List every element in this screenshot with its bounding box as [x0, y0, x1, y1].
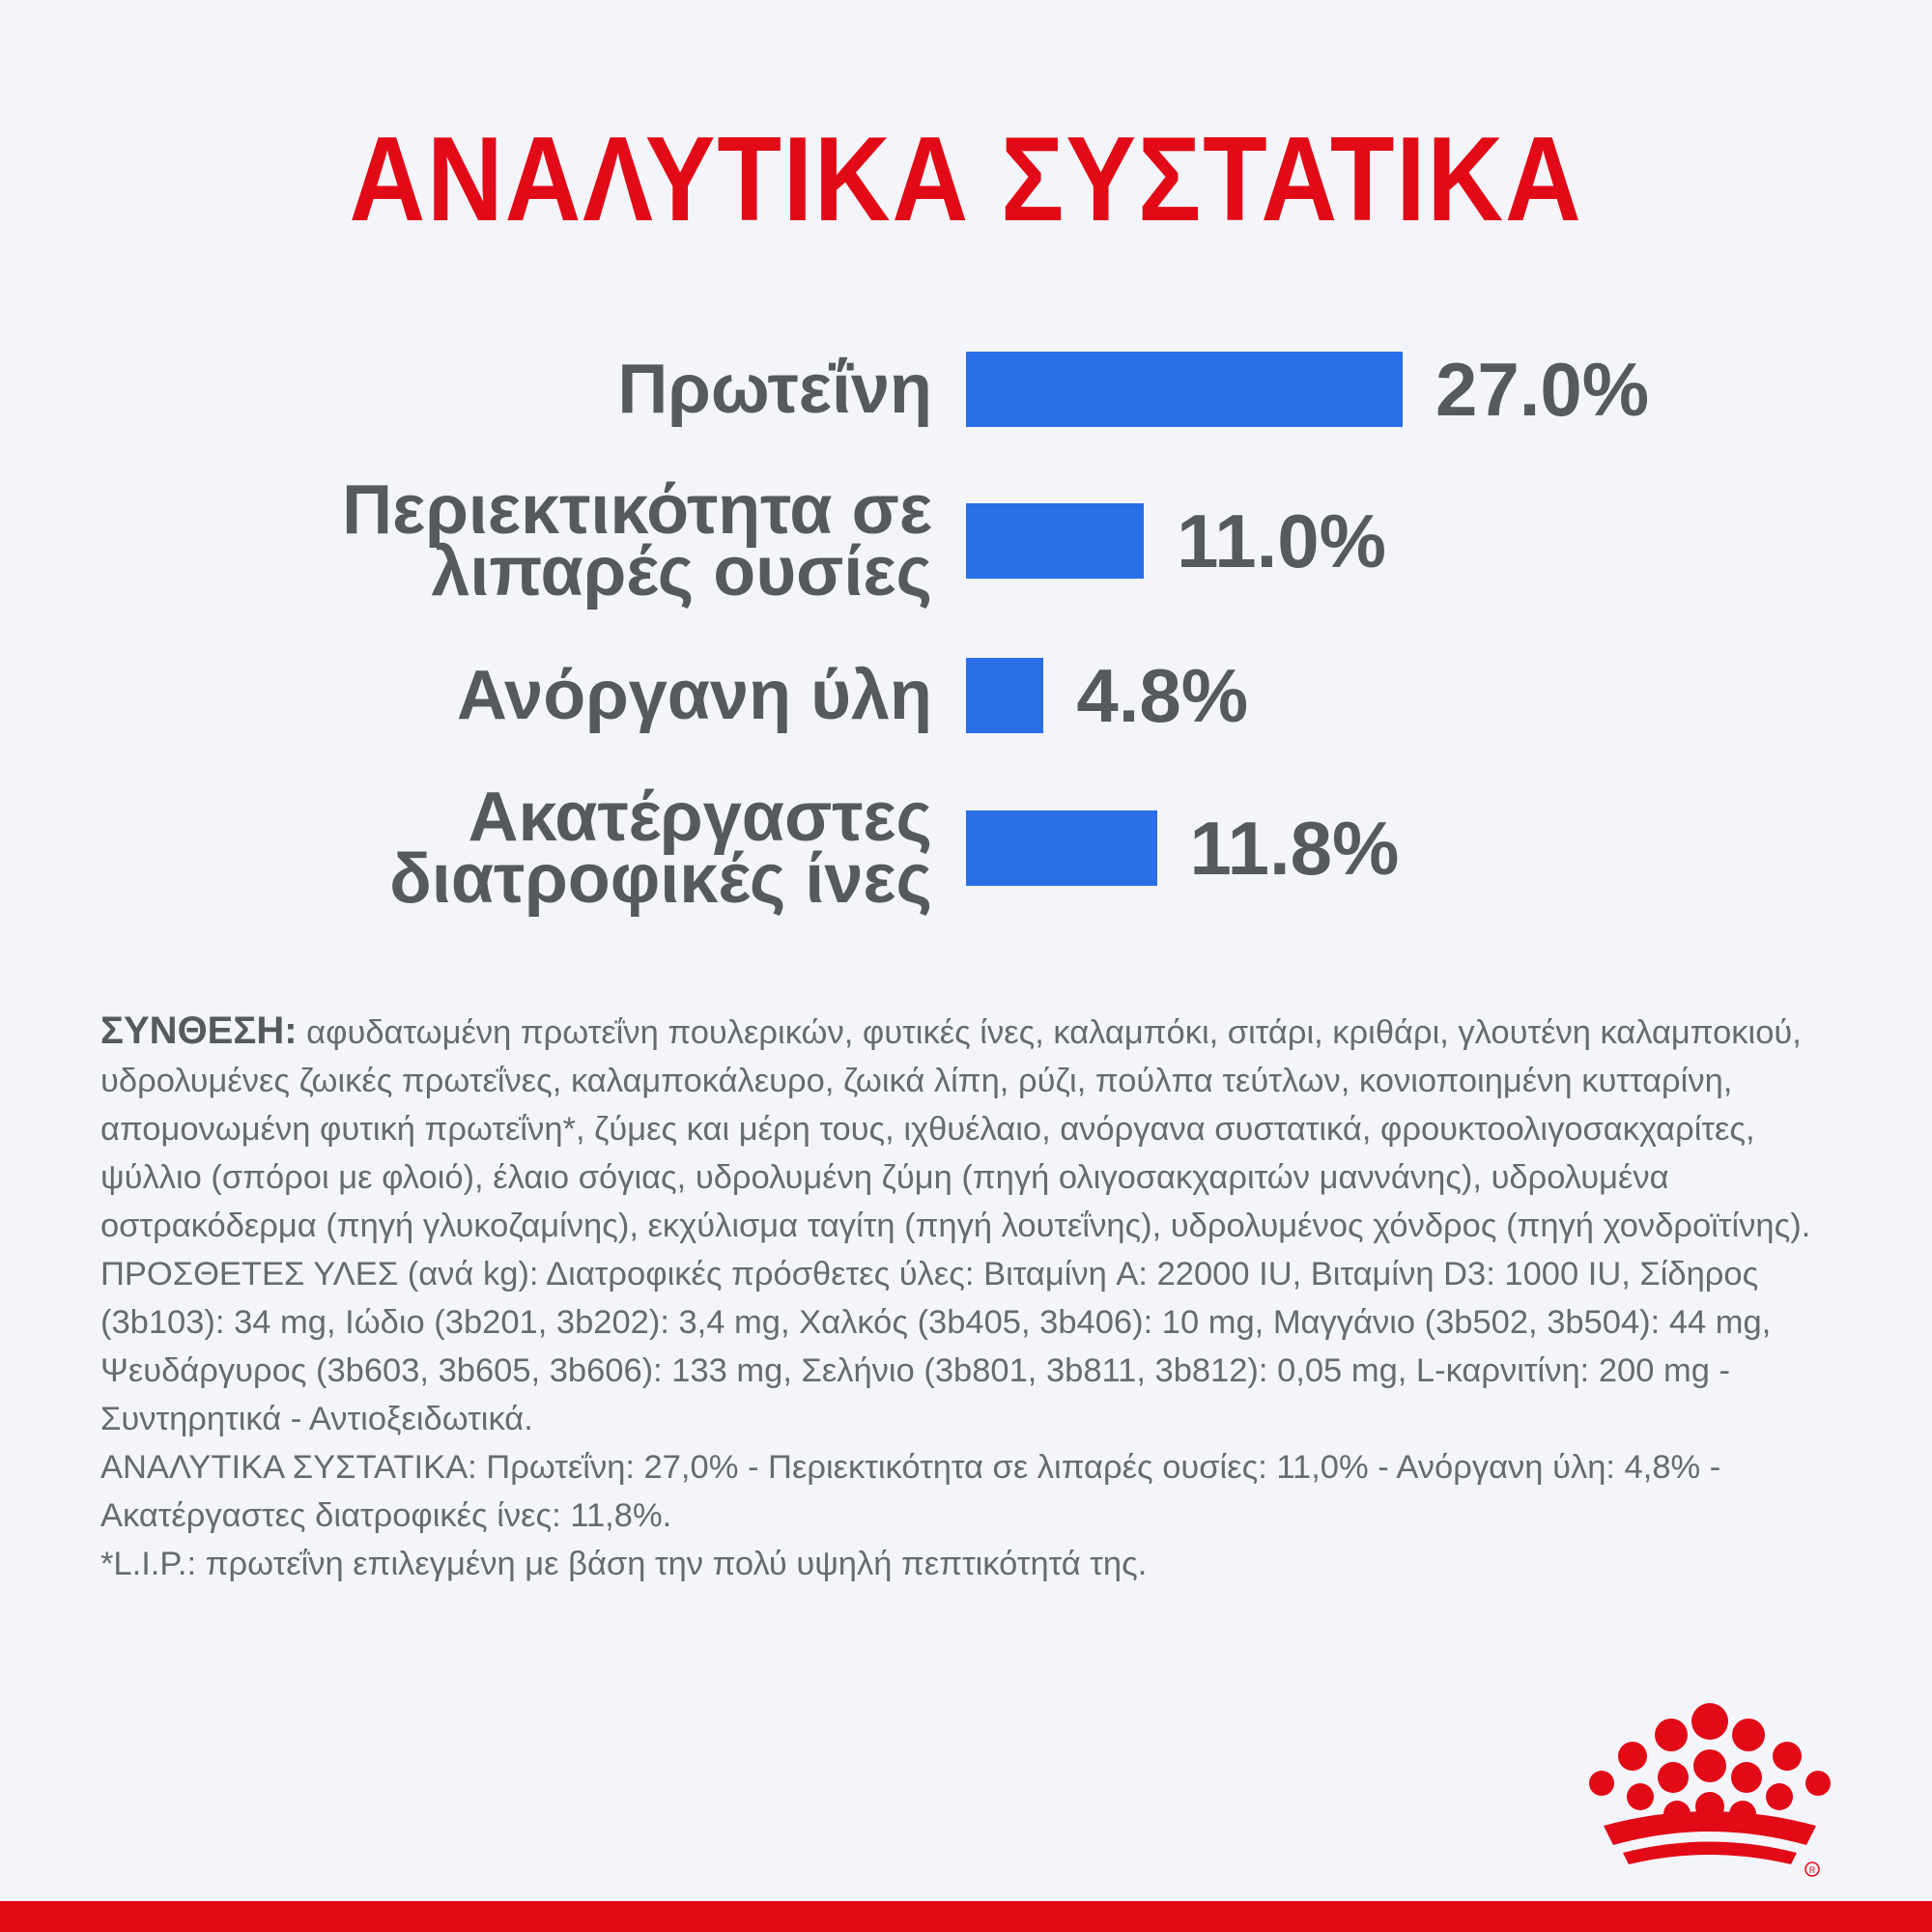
chart-title: ΑΝΑΛΥΤΙΚΑ ΣΥΣΤΑΤΙΚΑ [349, 113, 1583, 246]
category-label: Ανόργανη ύλη [456, 657, 932, 734]
value-label: 4.8% [1076, 653, 1249, 738]
composition-paragraph [100, 1007, 1839, 1250]
composition-text-block [100, 1007, 1839, 1588]
additives-paragraph: ΠΡΟΣΘΕΤΕΣ ΥΛΕΣ (ανά kg): Διατροφικές πρόσθετες ύλες: Βιταμίνη A: 22000 IU, Βιταμίνη D3: 1000 IU, Σίδηρος (3b103): 34 mg, Ιώδιο (3b201, 3b202): 3,4 mg, Χαλκός (3b405, 3b406): 10 mg, Μαγγάνιο (3b502, 3b504): 44 mg, Ψευδάργυρος (3b603, 3b605, 3b606): 133 mg, Σελήνιο (3b801, 3b811, 3b812): 0,05 mg, L-καρνιτίνη: 200 mg - Συντηρητικά - Αντιοξειδωτικά. [100, 1256, 1772, 1437]
svg-text:R: R [1808, 1865, 1816, 1875]
bar [966, 503, 1144, 579]
bar [966, 810, 1157, 886]
value-label: 27.0% [1435, 347, 1650, 432]
value-label: 11.0% [1177, 498, 1387, 583]
value-label: 11.8% [1189, 806, 1400, 891]
bottom-red-stripe [0, 1901, 1932, 1932]
royal-canin-crown-logo-icon [1584, 1700, 1835, 1879]
composition-ingredients: αφυδατωμένη πρωτεΐνη πουλερικών, φυτικές ίνες, καλαμπόκι, σιτάρι, κριθάρι, γλουτένη καλαμποκιού, υδρολυμένες ζωικές πρωτεΐνες, καλαμποκάλευρο, ζωικά λίπη, ρύζι, πούλπα τεύτλων, κονιοποιημένη κυτταρίνη, απομονωμένη φυτική πρωτεΐνη*, ζύμες και μέρη τους, ιχθυέλαιο, ανόργανα συστατικά, φρουκτοολιγοσακχαρίτες, ψύλλιο (σπόροι με φλοιό), έλαιο σόγιας, υδρολυμένη ζύμη (πηγή ολιγοσακχαριτών μαννάνης), υδρολυμένα οστρακόδερμα (πηγή γλυκοζαμίνης), εκχύλισμα ταγίτη (πηγή λουτεΐνης), υδρολυμένος χόνδρος (πηγή χονδροϊτίνης). [100, 1014, 1811, 1244]
composition-lead: ΣΥΝΘΕΣΗ: [100, 1009, 298, 1052]
footnote-paragraph: *L.I.P.: πρωτεΐνη επιλεγμένη με βάση την πολύ υψηλή πεπτικότητά της. [100, 1546, 1148, 1582]
category-label: Πρωτεΐνη [617, 351, 932, 428]
bar [966, 352, 1403, 427]
analytical-paragraph: ΑΝΑΛΥΤΙΚΑ ΣΥΣΤΑΤΙΚΑ: Πρωτεΐνη: 27,0% - Περιεκτικότητα σε λιπαρές ουσίες: 11,0% - Ανόργανη ύλη: 4,8% - Ακατέργαστες διατροφικές ίνες: 11,8%. [100, 1449, 1721, 1534]
category-label: Ακατέργαστες διατροφικές ίνες [389, 779, 932, 918]
category-label: Περιεκτικότητα σε λιπαρές ουσίες [342, 471, 932, 611]
bar [966, 658, 1043, 733]
